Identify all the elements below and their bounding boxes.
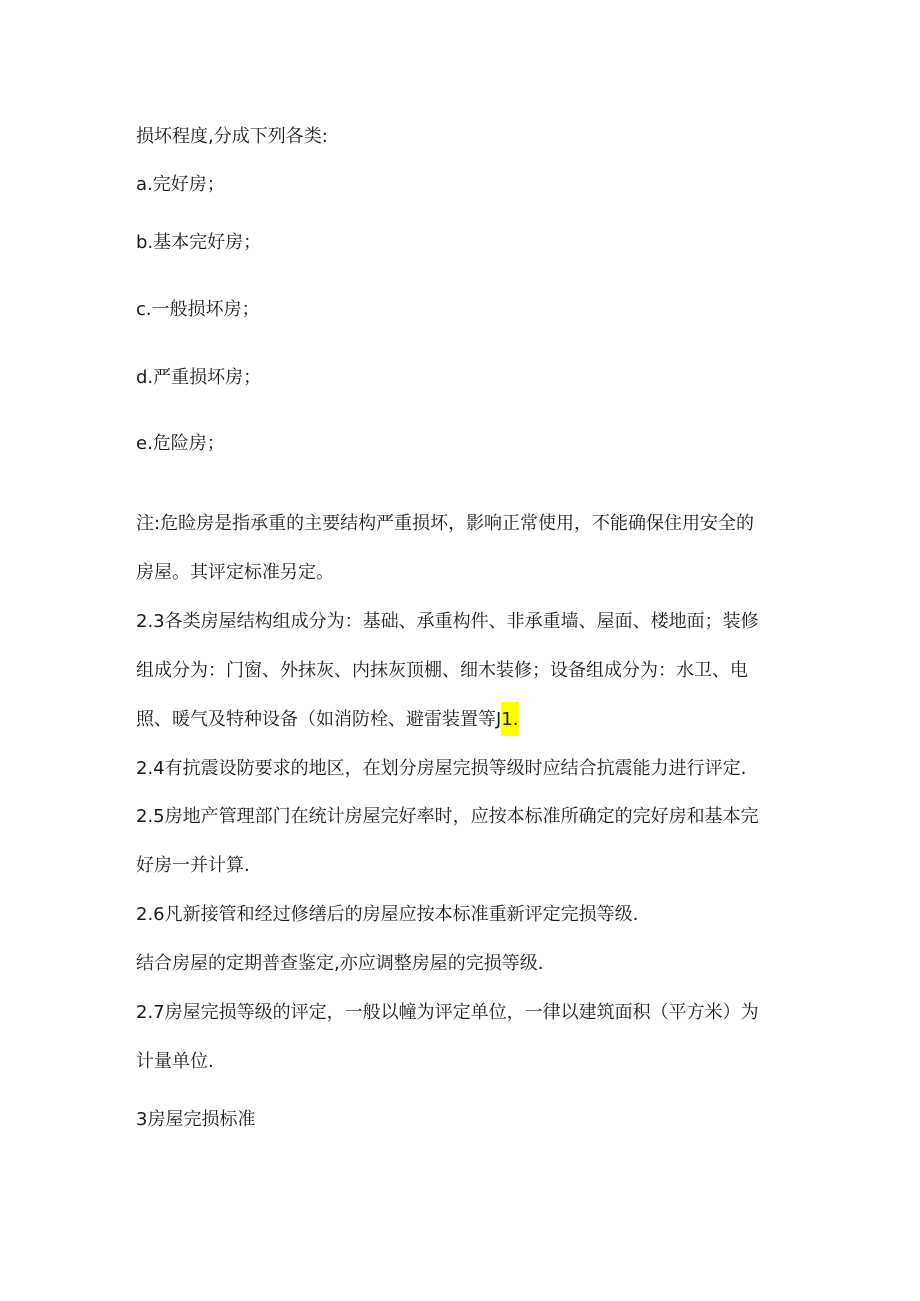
section-2-5-line-2: 好房一并计算. xyxy=(136,855,250,876)
category-a: a.完好房； xyxy=(136,174,225,195)
category-d: d.严重损坏房； xyxy=(136,367,262,388)
category-b: b.基本完好房； xyxy=(136,232,262,253)
section-2-3-line-2: 组成分为：门窗、外抹灰、内抹灰顶棚、细木装修；设备组成分为：水卫、电 xyxy=(136,660,748,681)
section-2-3-line-3 xyxy=(136,708,519,732)
section-3-heading: 3房屋完损标准 xyxy=(136,1109,256,1130)
section-2-7-line-2: 计量单位. xyxy=(136,1051,214,1072)
section-2-7-line-1: 2.7房屋完损等级的评定，一般以幢为评定单位，一律以建筑面积（平方米）为 xyxy=(136,1002,759,1023)
category-c: c.一般损坏房； xyxy=(136,299,260,320)
note-line-2: 房屋。其评定标准另定。 xyxy=(136,562,334,583)
section-2-5-line-1: 2.5房地产管理部门在统计房屋完好率时，应按本标准所确定的完好房和基本完 xyxy=(136,806,759,827)
section-2-6-line-2: 结合房屋的定期普查鉴定,亦应调整房屋的完损等级. xyxy=(136,953,544,974)
category-e: e.危险房； xyxy=(136,433,225,454)
intro-text: 损坏程度,分成下列各类: xyxy=(136,126,328,147)
section-2-4: 2.4有抗震设防要求的地区，在划分房屋完损等级时应结合抗震能力进行评定. xyxy=(136,758,747,779)
section-2-6-line-1: 2.6凡新接管和经过修缮后的房屋应按本标准重新评定完损等级. xyxy=(136,904,639,925)
section-2-3-line-1: 2.3各类房屋结构组成分为：基础、承重构件、非承重墙、屋面、楼地面；装修 xyxy=(136,611,759,632)
note-line-1: 注:危睑房是指承重的主要结构严重损坏，影响正常使用，不能确保住用安全的 xyxy=(136,513,755,534)
section-2-3-line-3-text: 照、暖气及特种设备（如消防栓、避雷装置等J xyxy=(136,709,502,730)
highlighted-text: 1. xyxy=(501,702,518,736)
